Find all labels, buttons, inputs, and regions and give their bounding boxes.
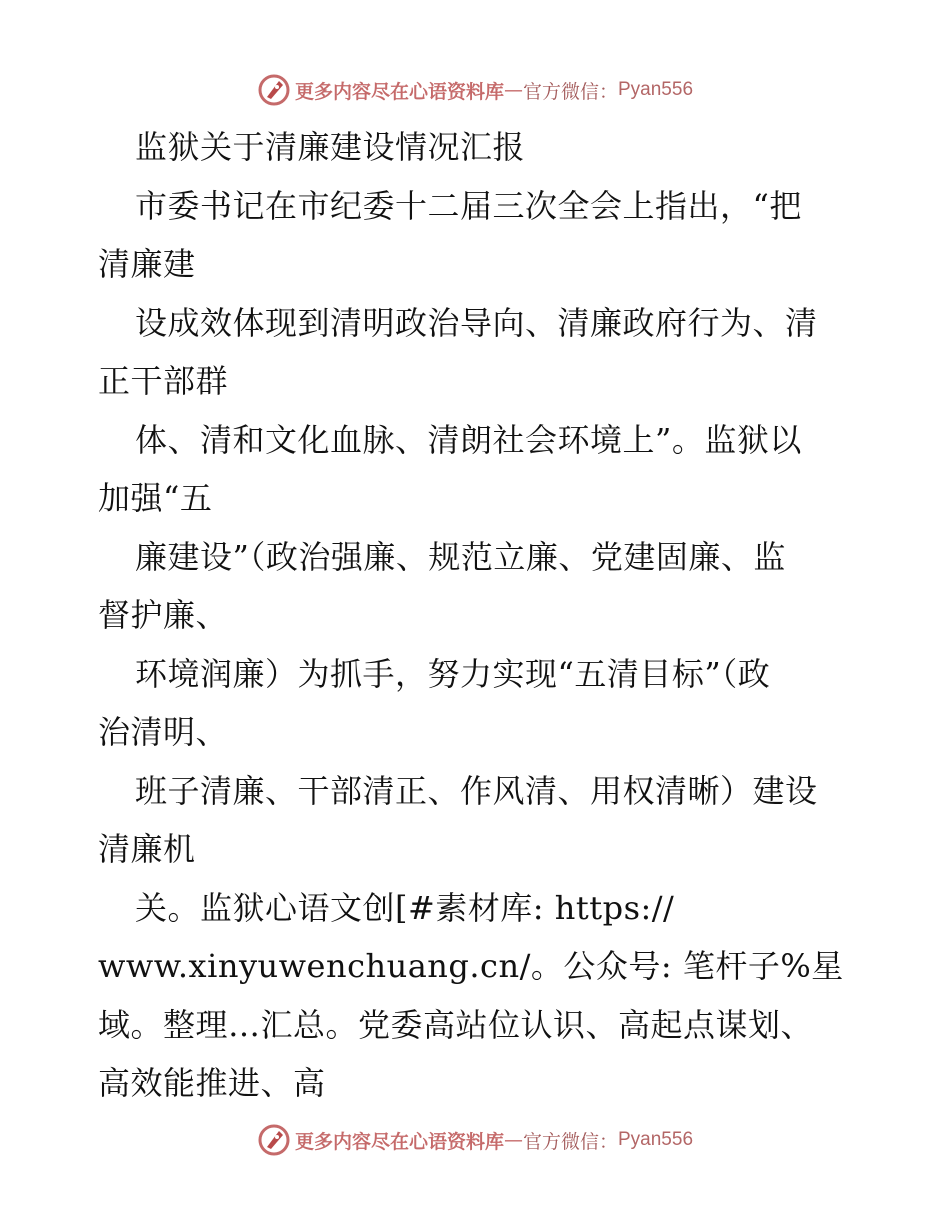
text-line: 清廉机 (98, 830, 196, 868)
watermark-wechat-id: Pyan556 (618, 79, 694, 100)
watermark-wechat-id: Pyan556 (618, 1129, 694, 1150)
watermark-main-text: 更多内容尽在心语资料库 (294, 1130, 504, 1153)
footer-watermark (0, 1120, 950, 1160)
text-line: 班子清廉、干部清正、作风清、用权清晰）建设 (135, 771, 818, 810)
pen-nib-icon (257, 1123, 291, 1157)
watermark-dash: — (503, 79, 523, 101)
text-line: 治清明、 (98, 713, 229, 751)
watermark-sub-text: 官方微信： (522, 1130, 618, 1153)
text-line: 廉建设”（政治强廉、规范立廉、党建固廉、监 (135, 537, 786, 576)
text-line: 正干部群 (98, 362, 229, 400)
watermark-main-text: 更多内容尽在心语资料库 (294, 80, 504, 103)
text-line: 关。监狱心语文创[#素材库: https:// (135, 888, 675, 927)
text-line: 清廉建 (98, 245, 196, 283)
text-line: 督护廉、 (98, 596, 229, 634)
header-watermark (0, 70, 950, 110)
text-line: 市委书记在市纪委十二届三次全会上指出，“把 (135, 186, 802, 225)
text-line: 环境润廉）为抓手，努力实现“五清目标”（政 (135, 654, 771, 693)
text-line: 加强“五 (98, 479, 213, 517)
pen-nib-icon (257, 73, 291, 107)
document-title: 监狱关于清廉建设情况汇报 (135, 128, 526, 166)
watermark-dash: — (503, 1129, 523, 1151)
text-line: 体、清和文化血脉、清朗社会环境上”。监狱以 (135, 420, 802, 459)
text-line: 域。整理…汇总。党委高站位认识、高起点谋划、 (98, 1005, 814, 1044)
document-body (98, 118, 858, 1113)
watermark-sub-text: 官方微信： (522, 80, 618, 103)
text-line: 高效能推进、高 (98, 1064, 326, 1102)
text-line: 设成效体现到清明政治导向、清廉政府行为、清 (135, 303, 818, 342)
text-line: www.xinyuwenchuang.cn/。公众号: 笔杆子%星 (98, 947, 844, 985)
